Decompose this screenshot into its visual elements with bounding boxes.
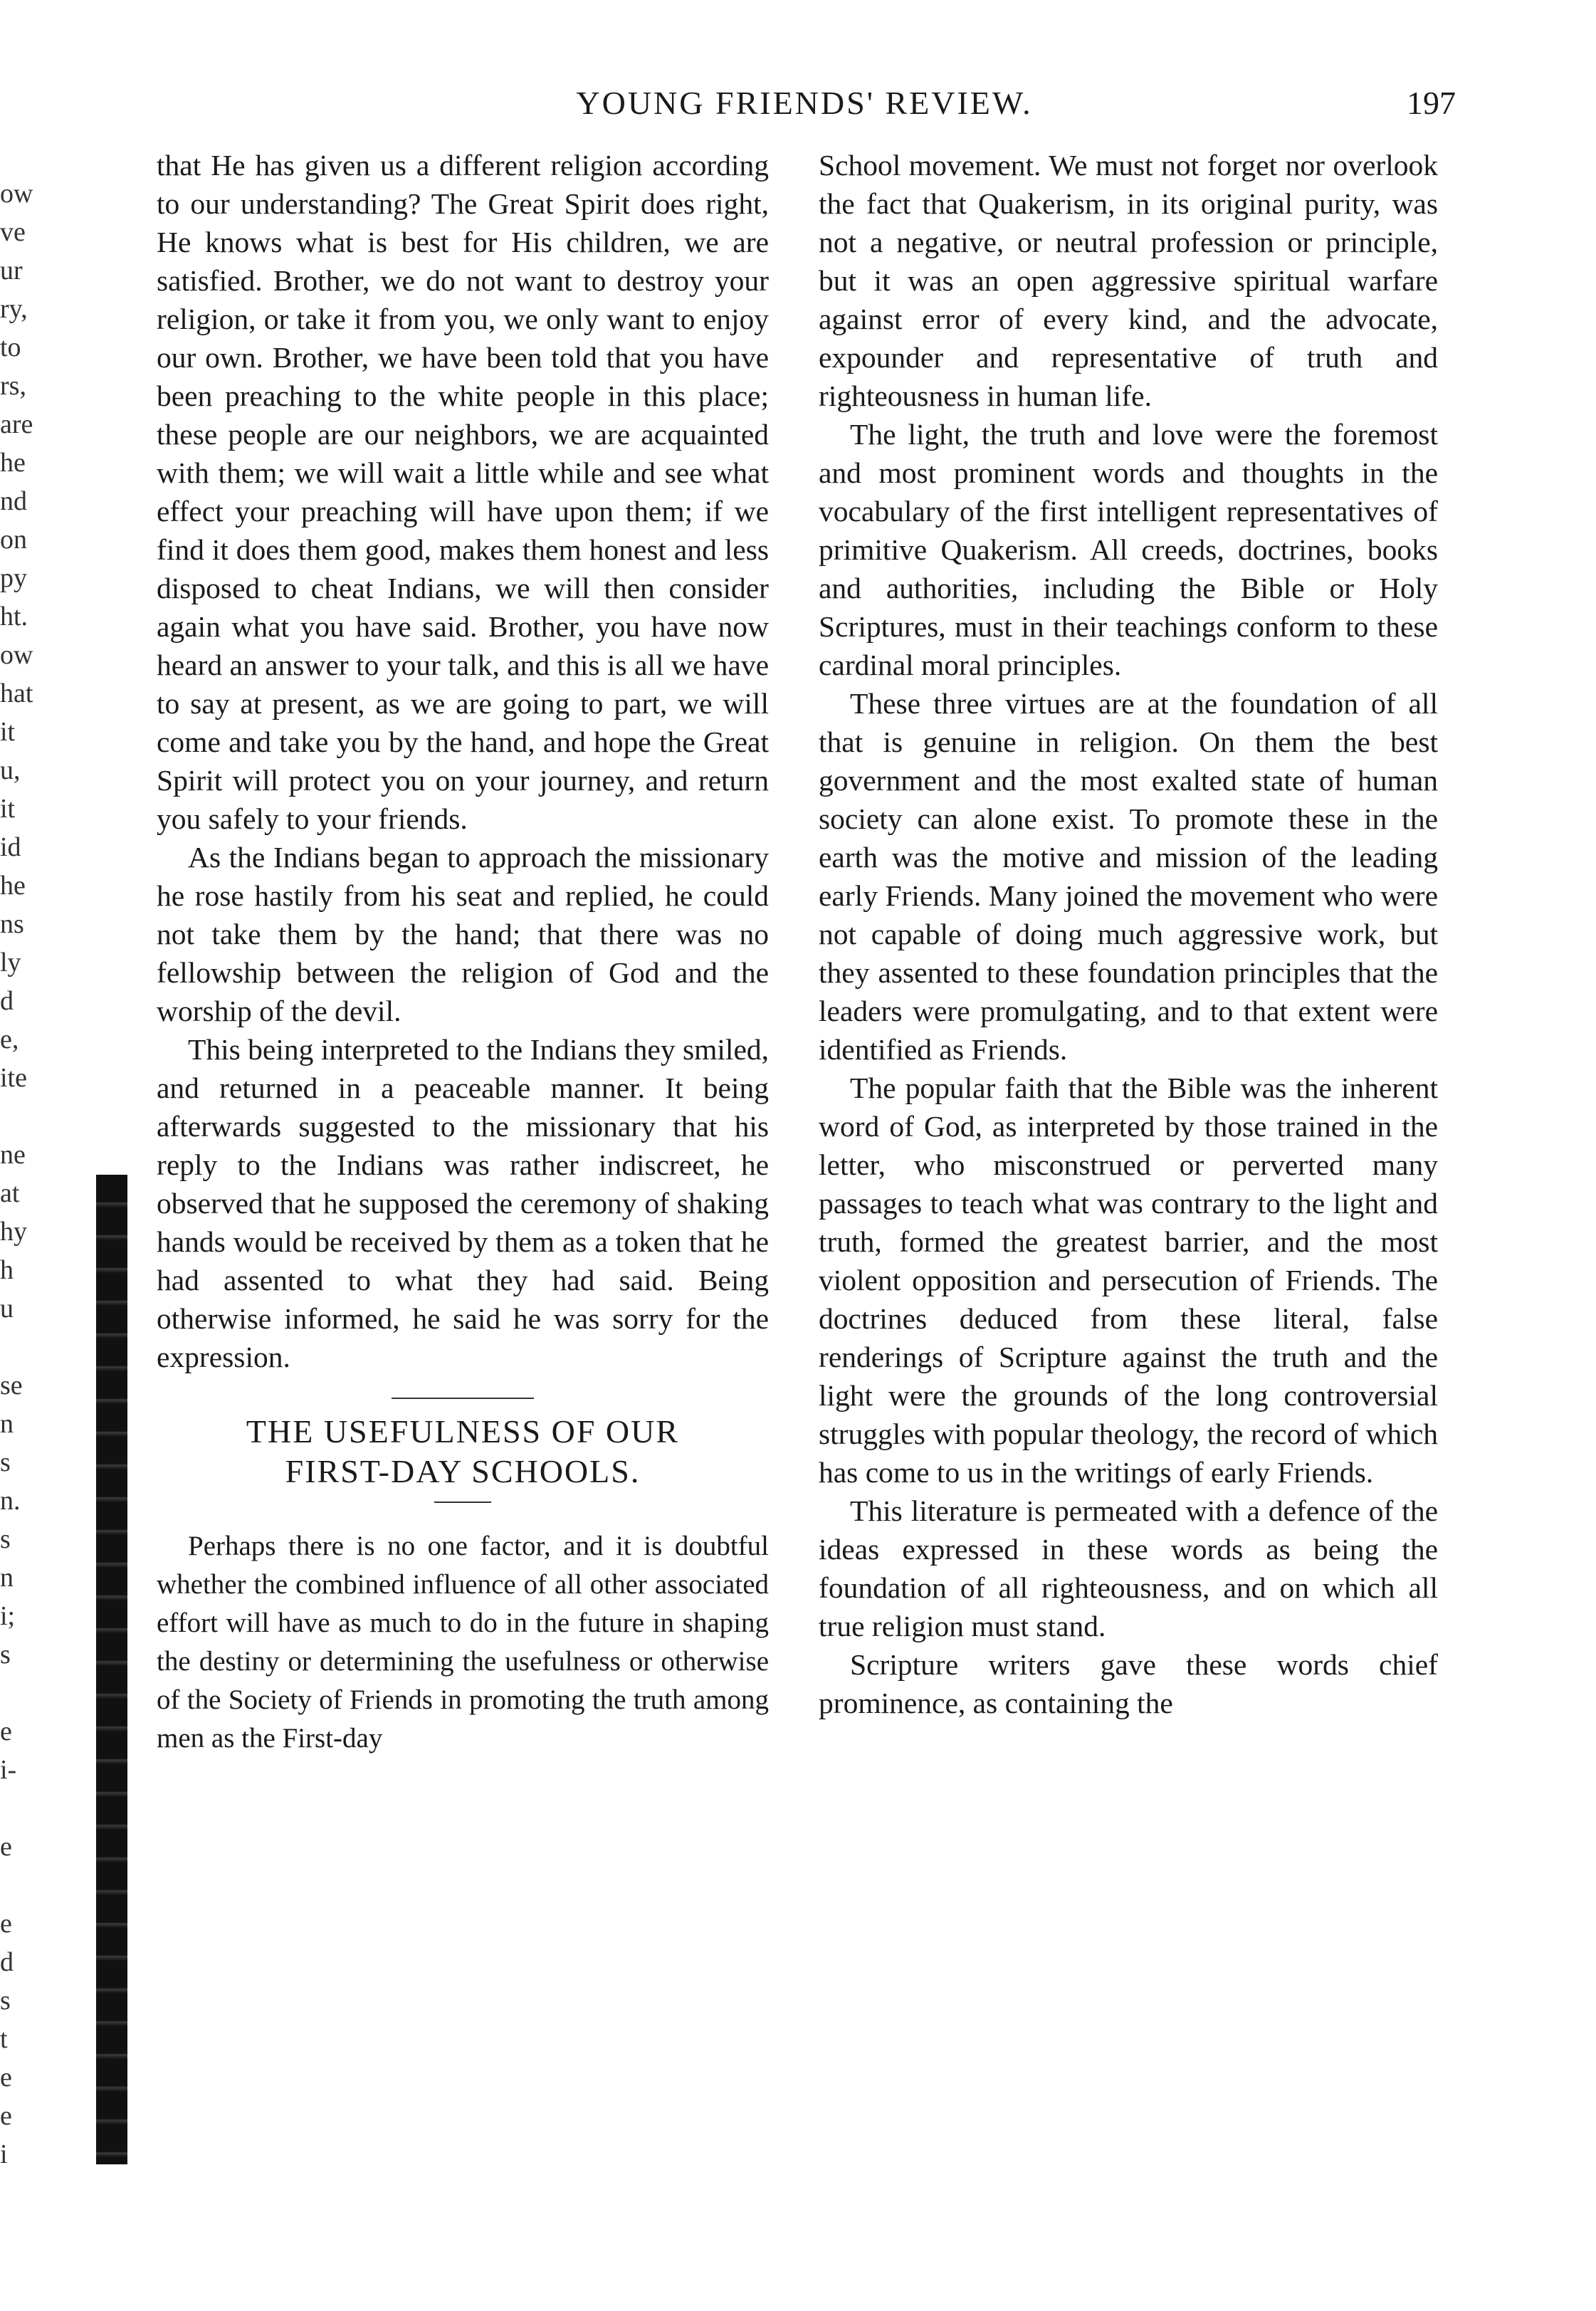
page-number: 197 <box>1407 85 1456 121</box>
margin-fragment: ry, <box>0 294 28 324</box>
margin-fragment: n <box>0 1563 14 1593</box>
heading-rule <box>434 1502 491 1503</box>
paragraph: that He has given us a different religion according to our understanding? The Great Spirit does right, He knows what is best for His children, we are satisfied. Brother, we do not want to destroy your religion, or take it from you, we only want to enjoy our own. Brother, we have been told that you have been preaching to the white people in this place; these people are our neighbors, we are acquainted with them; we will wait a little while and see what effect your preaching will have upon them; if we find it does them good, makes them honest and less disposed to cheat Indians, we will then consider again what you have said. Brother, you have now heard an answer to your talk, and this is all we have to say at present, as we are going to part, we will come and take you by the hand, and hope the Great Spirit will protect you on your journey, and return you safely to your friends. <box>157 149 769 835</box>
margin-fragment: ns <box>0 909 24 939</box>
left-column <box>157 146 769 1758</box>
margin-fragment: nd <box>0 486 27 516</box>
margin-fragment: ly <box>0 948 21 978</box>
margin-fragment: he <box>0 448 26 478</box>
margin-fragment: hat <box>0 678 33 708</box>
margin-fragment: id <box>0 832 21 862</box>
paragraph: As the Indians began to approach the missionary he rose hastily from his seat and replied, he could not take them by the hand; that there was no fellowship between the religion of God and the worship of the devil. <box>157 841 769 1027</box>
section-heading-line-2: FIRST-DAY SCHOOLS. <box>285 1453 641 1489</box>
margin-fragment: u <box>0 1294 14 1324</box>
margin-fragment: s <box>0 1447 11 1477</box>
margin-fragment: h <box>0 1255 14 1285</box>
margin-fragment <box>0 1097 135 1136</box>
margin-fragment: i; <box>0 1601 16 1631</box>
margin-fragment: it <box>0 717 16 747</box>
running-title: YOUNG FRIENDS' REVIEW. <box>576 85 1033 121</box>
margin-fragment: ur <box>0 256 23 285</box>
margin-fragment: ite <box>0 1063 27 1093</box>
margin-fragment: hy <box>0 1217 27 1247</box>
margin-fragment: i- <box>0 1755 17 1785</box>
margin-fragment: e <box>0 2101 12 2131</box>
margin-fragment: e, <box>0 1025 19 1054</box>
margin-fragment: e <box>0 2063 12 2092</box>
margin-fragment: d <box>0 986 14 1016</box>
margin-fragment: rs, <box>0 371 26 401</box>
margin-fragment: are <box>0 409 33 439</box>
paragraph: This being interpreted to the Indians they smiled, and returned in a peaceable manner. It being afterwards suggested to the missionary that his reply to the Indians was rather indiscreet, he observed that he supposed the ceremony of shaking hands would be received by them as a token that he had assented to what they had said. Being otherwise informed, he said he was sorry for the expression. <box>157 1033 769 1373</box>
paragraph: The popular faith that the Bible was the inherent word of God, as interpreted by those trained in the letter, who misconstrued or perverted many passages to teach what was contrary to the light and truth, formed the greatest barrier, and the most violent opposition and persecution of Friends. The doctrines deduced from these literal, false renderings of Scripture against the truth and the light were the grounds of the long controversial struggles with popular theology, the record of which has come to us in the writings of early Friends. <box>819 1071 1438 1489</box>
paragraph: This literature is permeated with a defence of the ideas expressed in these words as being the foundation of all righteousness, and on which all true religion must stand. <box>819 1494 1438 1642</box>
page-header <box>153 84 1456 141</box>
margin-fragment: s <box>0 1640 11 1670</box>
paragraph: School movement. We must not forget nor overlook the fact that Quakerism, in its original purity, was not a negative, or neutral profession or principle, but it was an open aggressive spiritual warfare against error of every kind, and the advocate, expounder and representative of truth and righteousness in human life. <box>819 149 1438 412</box>
margin-fragment: ow <box>0 179 33 209</box>
margin-fragment: ow <box>0 640 33 670</box>
paragraph: Scripture writers gave these words chief prominence, as containing the <box>819 1648 1438 1719</box>
section-heading-line-1: THE USEFULNESS OF OUR <box>246 1413 680 1450</box>
margin-fragment: e <box>0 1909 12 1939</box>
right-column <box>819 146 1438 1722</box>
paragraph: These three virtues are at the foundation of all that is genuine in religion. On them the best government and the most exalted state of human society can alone exist. To promote these in the earth was the motive and mission of the leading early Friends. Many joined the movement who were not capable of doing much aggressive work, but they assented to these foundation principles that the leaders were promulgating, and to that extent were identified as Friends. <box>819 687 1438 1066</box>
margin-fragment: t <box>0 2024 8 2054</box>
margin-fragment: on <box>0 525 27 555</box>
section-divider <box>392 1398 534 1399</box>
margin-fragment: ve <box>0 217 26 247</box>
margin-fragment: n <box>0 1409 14 1439</box>
margin-fragment: d <box>0 1947 14 1977</box>
paragraph: Perhaps there is no one factor, and it is doubtful whether the combined influence of all other associated effort will have as much to do in the future in shaping the destiny or determining the usefulness or otherwise of the Society of Friends in promoting the truth among men as the First-day <box>157 1531 769 1754</box>
margin-fragment: it <box>0 794 16 824</box>
margin-fragment: i <box>0 2139 8 2169</box>
margin-fragment: e <box>0 1717 12 1746</box>
margin-fragment: n. <box>0 1486 21 1516</box>
margin-fragment: e <box>0 1832 12 1862</box>
margin-fragment: to <box>0 332 21 362</box>
margin-fragment: u, <box>0 755 21 785</box>
paragraph: The light, the truth and love were the foremost and most prominent words and thoughts in the vocabulary of the first intelligent representatives of primitive Quakerism. All creeds, doctrines, books and authorities, including the Bible or Holy Scriptures, must in their teachings conform to these cardinal moral principles. <box>819 418 1438 681</box>
margin-fragment: at <box>0 1178 20 1208</box>
margin-fragment: s <box>0 1524 11 1554</box>
margin-fragment: se <box>0 1371 23 1400</box>
margin-fragment: he <box>0 871 26 901</box>
binding-shadow <box>96 1175 127 2164</box>
margin-fragment: ne <box>0 1140 26 1170</box>
margin-fragment: py <box>0 563 27 593</box>
margin-fragment: s <box>0 1986 11 2016</box>
margin-fragment: ht. <box>0 602 28 632</box>
